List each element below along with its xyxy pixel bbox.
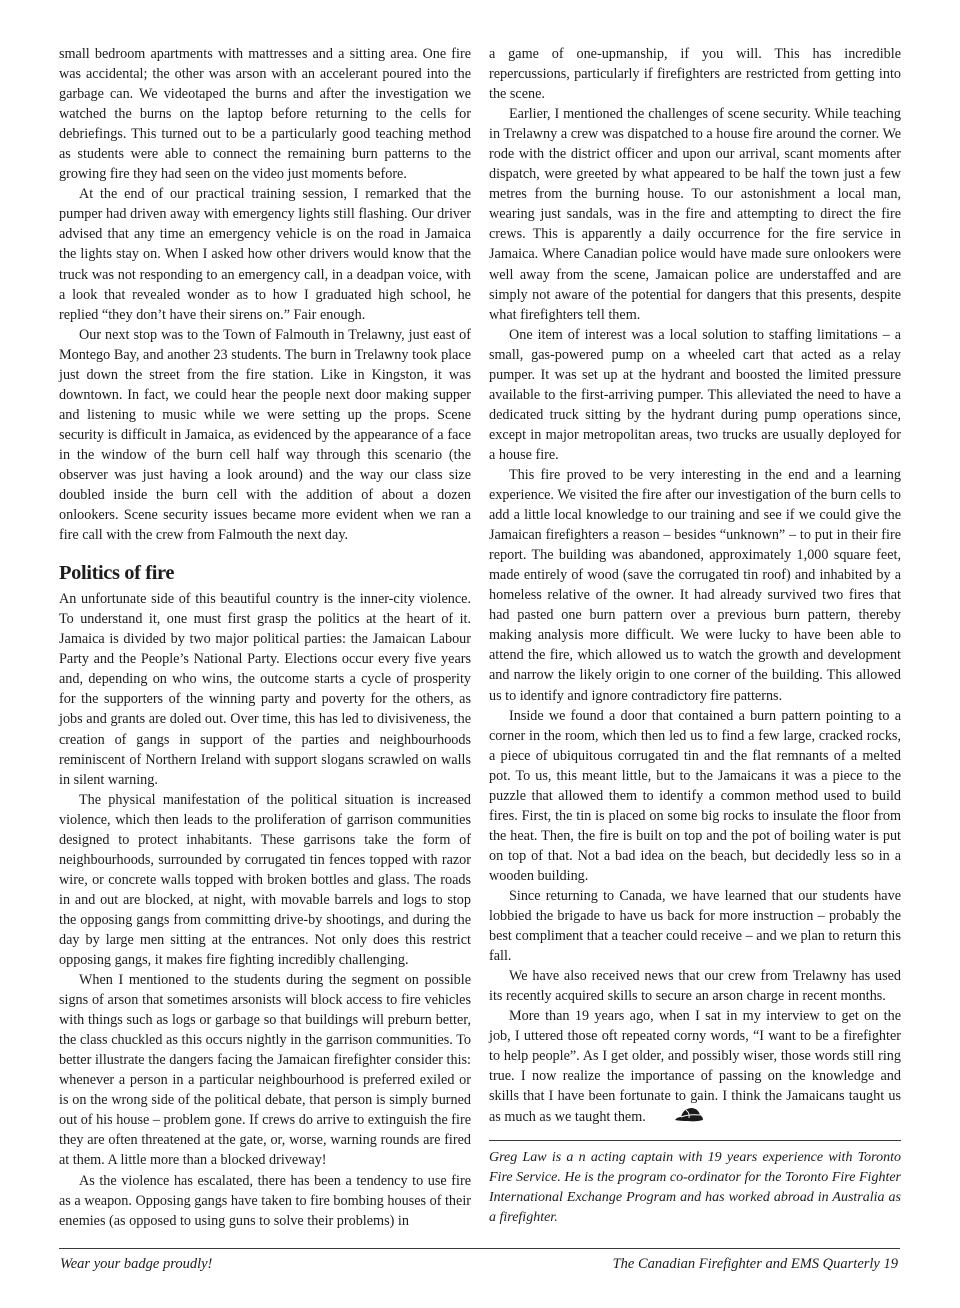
- footer-divider: [59, 1248, 900, 1249]
- left-column: [59, 44, 471, 1231]
- paragraph: When I mentioned to the students during the segment on possible signs of arson that sometimes arsonists will block access to fire vehicles with things such as logs or garbage so that buildings will preburn better, the class chuckled as this occurs nightly in the garrison communities. To better illustrate the dangers facing the Jamaican firefighter consider this: whenever a person in a particular neighbourhood is preferred exiled or is on the wrong side of the political debate, that person is simply burned out of his house – problem gone. If crews do arrive to extinguish the fire they are often threatened at the gate, or, worse, warning rounds are fired at them. A little more than a blocked driveway!: [59, 972, 471, 1169]
- section-heading: Politics of fire: [59, 562, 175, 585]
- paragraph-text: More than 19 years ago, when I sat in my interview to get on the job, I uttered those oft repeated corny words, “I want to be a firefighter to help people”. As I get older, and possibly wiser, those words still ring true. I now realize the importance of passing on the knowledge and skills that I have been fortunate to gain. I think the Jamaicans taught us as much as we taught them.: [489, 1008, 901, 1126]
- paragraph: Since returning to Canada, we have learned that our students have lobbied the brigade to have us back for more instruction – probably the best compliment that a teacher could receive – and we plan to return this fall.: [489, 887, 901, 965]
- right-column: [489, 44, 901, 1228]
- firefighter-helmet-icon: [654, 1106, 704, 1130]
- paragraph: At the end of our practical training session, I remarked that the pumper had driven away with emergency lights still flashing. Our driver advised that any time an emergency vehicle is on the road in Jamaica the lights stay on. When I asked how other drivers would know that the truck was not responding to an emergency call, in a deadpan voice, with a look that revealed wonder as to how I graduated high school, he replied “they don’t have their sirens on.” Fair enough.: [59, 186, 471, 323]
- paragraph: This fire proved to be very interesting in the end and a learning experience. We visited the fire after our investigation of the burn cells to add a little local knowledge to our training and see if we could give the Jamaican firefighters a reason – besides “unknown” – to put in their fire report. The building was abandoned, approximately 1,000 square feet, made entirely of wood (save the corrugated tin roof) and inhabited by a homeless relative of the owner. It had already survived two fires that had pasted one burn pattern over a previous burn pattern, thereby making analysis more difficult. We were lucky to have been able to attend the fire, which allowed us to watch the growth and development and narrow the likely origin to one corner of the building. This allowed us to identify and ignore contradictory fire patterns.: [489, 466, 901, 704]
- paragraph: Earlier, I mentioned the challenges of scene security. While teaching in Trelawny a crew was dispatched to a house fire around the corner. We rode with the district officer and upon our arrival, scant moments after dispatch, were greeted by what appeared to be half the town just a few metres from the burning house. To our astonishment a local man, wearing just sandals, was in the fire and attempting to direct the fire crews. This is apparently a daily occurrence for the fire service in Jamaica. Where Canadian police would have made sure onlookers were well away from the scene, Jamaican police are understaffed and are simply not aware of the potential for dangers that this presents, despite what firefighters tell them.: [489, 106, 901, 323]
- paragraph: An unfortunate side of this beautiful country is the inner-city violence. To understand it, one must first grasp the politics at the heart of it. Jamaica is divided by two major political parties: the Jamaican Labour Party and the People’s National Party. Elections occur every five years and, depending on who wins, the outcome starts a cycle of prosperity for the supporters of the winning party and poverty for the others, as jobs and grants are doled out. Over time, this has led to divisiveness, the creation of gangs in support of the parties and neighbourhoods reminiscent of Northern Ireland with support slogans scrawled on walls in silent warning.: [59, 591, 471, 788]
- paragraph: a game of one-upmanship, if you will. This has incredible repercussions, particularly if firefighters are restricted from getting into the scene.: [489, 46, 901, 103]
- paragraph: Our next stop was to the Town of Falmouth in Trelawny, just east of Montego Bay, and another 23 students. The burn in Trelawny took place just down the street from the fire station. Like in Kingston, it was downtown. In fact, we could hear the people next door making supper and listening to music while we were setting up the props. Scene security is difficult in Jamaica, as evidenced by the appearance of a face in the window of the burn cell half way through this scenario (the observer was just having a look around) and the way our class size doubled inside the burn cell with the addition of about a dozen onlookers. Scene security issues became more evident when we ran a fire call with the crew from Falmouth the next day.: [59, 326, 471, 544]
- footer-publication: The Canadian Firefighter and EMS Quarterly 19: [612, 1256, 898, 1272]
- paragraph: small bedroom apartments with mattresses and a sitting area. One fire was accidental; the other was arson with an accelerant poured into the garbage can. We videotaped the burns and after the investigation we watched the burns on the laptop before returning to the cells for debriefings. This turned out to be a particularly good teaching method as students were able to connect the remaining burn patterns to the growing fire they had seen on the video just moments before.: [59, 46, 471, 183]
- paragraph: As the violence has escalated, there has been a tendency to use fire as a weapon. Opposing gangs have taken to fire bombing houses of their enemies (as opposed to using guns to solve their problems) in: [59, 1172, 471, 1229]
- paragraph: The physical manifestation of the political situation is increased violence, which then leads to the proliferation of garrison communities designed to protect inhabitants. These garrisons take the form of neighbourhoods, surrounded by corrugated tin fences topped with razor wire, or concrete walls topped with broken bottles and glass. The roads in and out are blocked, at night, with movable barrels and logs to stop the opposing gangs from committing drive-by shootings, and during the day by large men sitting at the entrances. Not only does this restrict opposing gangs, it makes fire fighting incredibly challenging.: [59, 791, 471, 969]
- author-bio: Greg Law is a n acting captain with 19 years experience with Toronto Fire Service. He is the program co-ordinator for the Toronto Fire Fighter International Exchange Program and has worked abroad in Australia as a firefighter.: [489, 1149, 901, 1225]
- paragraph: One item of interest was a local solution to staffing limitations – a small, gas-powered pump on a wheeled cart that acted as a relay pumper. It was set up at the hydrant and boosted the limited pressure available to the first-arriving pumper. This alleviated the need to have a dedicated truck sitting by the hydrant during pump operations since, except in major metropolitan areas, two trucks are usually deployed for a house fire.: [489, 326, 901, 463]
- paragraph: Inside we found a door that contained a burn pattern pointing to a corner in the room, which then led us to find a few large, cracked rocks, a piece of ubiquitous corrugated tin and the flat remnants of a melted pot. To us, this meant little, but to the Jamaicans it was a piece to the puzzle that allowed them to identify a common method used to build fires. First, the tin is placed on some big rocks to insulate the floor from the heat. Then, the fire is built on top and the pot of boiling water is put on top of that. Not a bad idea on the beach, but decidedly less so in a wooden building.: [489, 707, 901, 884]
- divider: [489, 1140, 901, 1141]
- footer-slogan: Wear your badge proudly!: [60, 1256, 213, 1272]
- last-paragraph: [489, 1006, 901, 1130]
- paragraph: We have also received news that our crew from Trelawny has used its recently acquired skills to secure an arson charge in recent months.: [489, 968, 901, 1005]
